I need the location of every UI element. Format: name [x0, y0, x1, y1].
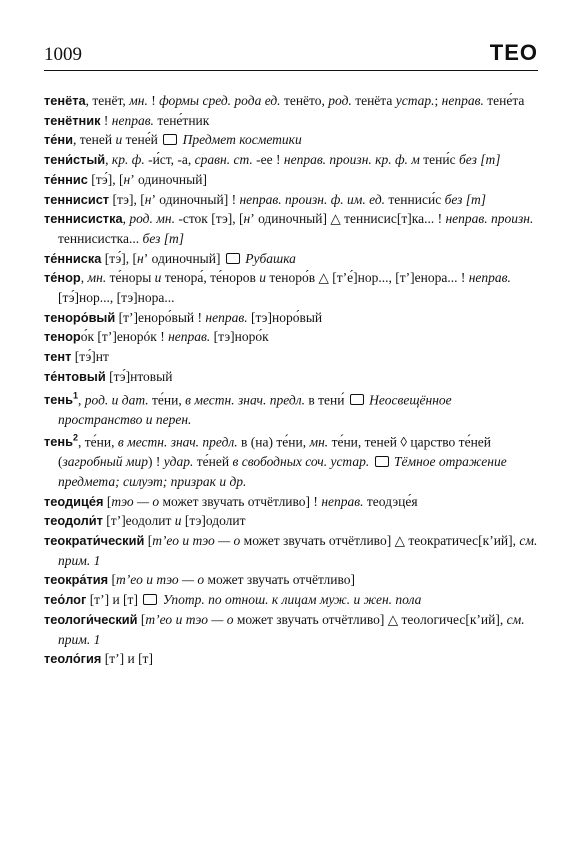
entry-text: н [144, 191, 152, 207]
headword: тенёта [44, 93, 86, 108]
entry-text: и [142, 572, 157, 588]
entry-text: загробный мир [62, 454, 148, 470]
entry [44, 590, 538, 610]
meaning-box-icon [163, 134, 177, 145]
entry-text: Тёмное отражение предмета; силуэт; призрак и др. [58, 454, 507, 489]
entry-text: тенниси́с [385, 191, 445, 207]
entry-list [44, 91, 538, 669]
entry-text: может звучать отчётливо] ! [159, 493, 322, 509]
entry-text: , [105, 152, 112, 168]
entry-text: ʼ одиночный] [130, 171, 207, 187]
entry-text: неправ. произн. кр. ф. м [283, 152, 420, 168]
entry-text: и [259, 270, 266, 286]
entry [44, 347, 538, 367]
entry-text: , те́ни, [78, 434, 118, 450]
entry-text: в свободных соч. устар. [232, 454, 370, 470]
headword: теодоли́т [44, 513, 103, 529]
entry-text: без [т] [459, 152, 501, 168]
entry-text: кр. ф. [111, 152, 145, 168]
entry [44, 190, 538, 210]
entry-text: ) ! [147, 454, 164, 470]
entry [44, 209, 538, 248]
entry-text: тенора́, те́норов [161, 270, 260, 286]
entry-text: , [122, 211, 130, 227]
entry-text: неправ. [111, 112, 154, 128]
entry [44, 492, 538, 512]
entry-text: теодэце́я [363, 493, 418, 509]
meaning-box-icon [350, 394, 364, 405]
entry [44, 610, 538, 649]
entry-text: формы сред. рода ед. [159, 93, 281, 108]
entry [44, 511, 538, 531]
entry-text: в (на) те́ни, [237, 434, 310, 450]
entry [44, 649, 538, 669]
headword: теокра́тия [44, 572, 109, 588]
entry-text: [тэ́], [ [101, 250, 138, 266]
homonym-index: 2 [72, 433, 78, 444]
entry-text: те́норы [106, 270, 155, 286]
headword: теноро́вый [44, 309, 116, 325]
entry [44, 429, 538, 491]
entry-text: -ее ! [252, 152, 284, 168]
dictionary-page [44, 38, 538, 669]
entry-text: [тэ]норо́к [210, 329, 269, 345]
entry-text: неправ. произн. [445, 211, 534, 227]
entry-text: [ [103, 493, 112, 509]
entry-text: [тэ́], [ [87, 171, 124, 187]
entry-text: тени́с [419, 152, 459, 168]
entry-text: о́ [164, 309, 172, 325]
entry [44, 387, 538, 430]
entry [44, 130, 538, 150]
headword: те́нниска [44, 250, 102, 266]
entry [44, 268, 538, 307]
headword: те́ни [44, 132, 73, 148]
entry-text: и [154, 270, 162, 286]
entry-text: ʼ одиночный] △ теннисис[т]ка... ! [250, 211, 446, 227]
entry-text: род. мн. [129, 211, 175, 227]
guide-word: ТЕО [489, 40, 538, 65]
headword: тент [44, 349, 72, 365]
page-header [44, 38, 538, 66]
entry-text: мн. [87, 270, 107, 286]
meaning-box-icon [226, 253, 240, 264]
entry-text: устар. [395, 93, 435, 108]
headword: теократи́ческий [44, 533, 145, 548]
meaning-box-icon [143, 594, 157, 605]
entry-text: о́ [80, 329, 88, 345]
entry-text: тене́тник [153, 112, 210, 128]
headword: те́ннис [44, 171, 88, 187]
headword: те́нтовый [44, 368, 106, 384]
entry-text: , [78, 391, 85, 407]
entry-text: [тэ]одолит [181, 513, 246, 529]
entry [44, 327, 538, 347]
entry-text: [тʼ] и [т] [101, 651, 153, 667]
entry-text: ʼ одиночный] [143, 250, 224, 266]
headword: те́нор [44, 270, 81, 286]
headword: тени́стый [44, 152, 106, 168]
entry-text: неправ. [321, 493, 364, 509]
headword: тенётник [44, 112, 101, 128]
entry-text: Рубашка [241, 250, 296, 266]
entry-text: [ [137, 611, 146, 627]
entry-text: , теней [72, 132, 116, 148]
entry [44, 170, 538, 190]
entry [44, 531, 538, 570]
entry-text: см. прим. 1 [58, 611, 525, 647]
entry-text: в тени́ [304, 391, 348, 407]
entry-text: ! [100, 112, 112, 128]
entry-text: см. прим. 1 [58, 533, 538, 568]
entry-text: род. [328, 93, 352, 108]
entry-text: , тенёт, [85, 93, 130, 108]
entry-text: [тэ́]нор..., [тэ]нора... [58, 290, 175, 306]
entry-text: и [172, 611, 186, 627]
entry-text: Предмет косметики [179, 132, 302, 148]
entry-text: к [тʼ]енорóк ! [87, 329, 169, 345]
headword: теодице́я [44, 493, 104, 509]
headword: тень$^2$ [44, 433, 78, 450]
entry [44, 367, 538, 387]
homonym-index: 1 [72, 390, 78, 401]
entry-text: тʼео [152, 533, 179, 548]
entry-text: -сток [тэ], [ [174, 211, 244, 227]
entry-text: ; [434, 93, 442, 108]
entry-text: [тэ́]нтовый [105, 368, 173, 384]
entry-text: неправ. [441, 93, 484, 108]
entry-text: Неосвещённое пространство и перен. [58, 391, 452, 427]
entry-text: н [137, 250, 144, 266]
entry-text: тенёто, [280, 93, 329, 108]
entry [44, 91, 538, 111]
entry-text: [тʼ]енор [115, 309, 165, 325]
entry [44, 150, 538, 170]
entry-text: Употр. по отнош. к лицам муж. и жен. пола [159, 592, 422, 608]
entry-text: неправ. произн. ф. им. ед. [239, 191, 386, 207]
headword: тень$^1$ [44, 390, 78, 407]
entry-text: может звучать отчётливо] [204, 572, 356, 588]
entry-text: неправ. [168, 329, 211, 345]
entry [44, 249, 538, 269]
entry-text: в местн. знач. предл. [117, 434, 238, 450]
entry-text: без [т] [444, 191, 487, 207]
meaning-box-icon [375, 456, 389, 467]
entry-text: тенёта [351, 93, 396, 108]
entry-text [369, 454, 372, 469]
entry-text: и [174, 513, 182, 529]
entry-text: тʼео [116, 572, 143, 588]
entry-text: удар. [163, 454, 194, 470]
headword: тенор [44, 329, 81, 345]
entry [44, 570, 538, 590]
entry-text: тене́та [483, 93, 525, 108]
entry-text: [тʼ] и [т] [86, 592, 142, 608]
headword: тео́лог [44, 592, 87, 608]
entry-text: мн. [309, 434, 329, 450]
headword: теннисист [44, 191, 110, 207]
entry-text: [тʼ]еодолит [102, 513, 175, 529]
entry-text: ! [147, 93, 160, 108]
entry-text: [тэ], [ [109, 191, 145, 207]
entry-text: те́ни, теней ◊ царство те́ней ( [58, 434, 492, 470]
entry-text: те́ни, [148, 391, 186, 407]
entry-text: тэо — о [156, 572, 205, 588]
headword: теологи́ческий [44, 611, 138, 627]
entry-text: неправ. [205, 309, 248, 325]
entry-text: [ [108, 572, 117, 588]
entry-text: может звучать отчётливо] △ теологичес[кʼий], [233, 611, 507, 627]
entry-text: без [т] [142, 230, 185, 246]
entry-text: дат. [121, 391, 149, 407]
entry-text: тэо — о [192, 533, 241, 548]
entry-text: может звучать отчётливо] △ теократичес[кʼий], [240, 533, 520, 548]
entry [44, 111, 538, 131]
entry-text: и [108, 391, 122, 407]
entry-text: теннисистка... [58, 230, 143, 246]
entry-text: н [243, 211, 251, 227]
headword: теоло́гия [44, 651, 102, 667]
entry-text: , [80, 270, 88, 286]
entry-text: [тэ]норо́вый [247, 309, 323, 325]
entry-text: и [179, 533, 193, 548]
headword: теннисистка [44, 211, 123, 227]
entry-text: -и́ст, -а, [144, 152, 195, 168]
entry-text: вый ! [171, 309, 206, 325]
entry-text: род. [84, 391, 109, 407]
entry-text: [ [144, 533, 153, 548]
header-rule [44, 70, 538, 71]
entry-text: и [115, 132, 123, 148]
entry-text: н [123, 171, 131, 187]
entry-text: тʼео [145, 611, 173, 627]
entry-text: ʼ одиночный] ! [151, 191, 240, 207]
entry-text: неправ. [468, 270, 511, 286]
entry-text: теноро́в △ [тʼе́]нор..., [тʼ]енора... ! [266, 270, 469, 286]
entry-text: те́ней [193, 454, 233, 470]
entry-text: [тэ́]нт [71, 349, 109, 365]
entry [44, 308, 538, 328]
entry-text: тэо — о [185, 611, 234, 627]
entry-text: сравн. ст. [194, 152, 253, 168]
page-number: 1009 [44, 44, 82, 65]
entry-text: тэо — о [111, 493, 160, 509]
entry-text: тене́й [122, 132, 162, 148]
entry-text: мн. [129, 93, 148, 108]
entry-text: в местн. знач. предл. [185, 391, 305, 407]
